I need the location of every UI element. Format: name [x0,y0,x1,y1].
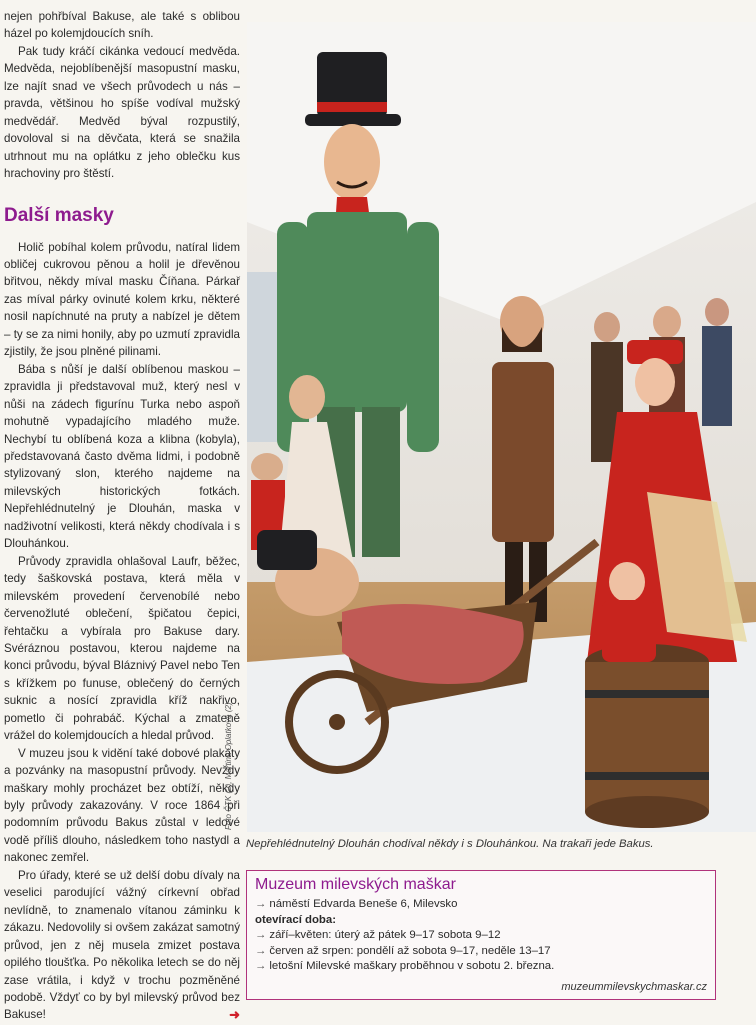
hours-text: červen až srpen: pondělí až sobota 9–17, neděle 13–17 [269,944,551,957]
article-paragraph [4,867,240,1024]
article-paragraph: Holič pobíhal kolem průvodu, natíral lidem obličej cukrovou pěnou a holil je dřevěnou břitvou, někdy míval masku Číňana. Párkař zas míval párky ovinuté kolem krku, některé nosil napíchnuté na pruty a nabízel je dětem – ty se za nimi honily, aby po uzmutí zpravidla zjistily, že jsou plněné pilinami. [4,240,240,359]
arrow-icon: → [255,929,267,942]
article-paragraph: nejen pohřbíval Bakuse, ale také s oblibou házel po kolemjdoucích sníh. [4,10,240,41]
article-paragraph-text: Pro úřady, které se už delší dobu dívaly na veselici parodující vážný církevní obřad nevlídně, to znamenalo vítanou záminku k zákazu. Nedovolily si ovšem zakázat samotný průvod, jen z něj musela zmizet postava opilého tloušťka. Po několika letech se do něj zase vrátila, i když v trochu pozměněné podobě. Vždyť co by byl milevský průvod bez Bakuse! [4,868,240,1022]
article-paragraph: Bába s nůší je další oblíbenou maskou – zpravidla ji představoval muž, který nesl v nůši na zádech figurínu Turka nebo aspoň mohutně vypadajícího mladého muže. Nechybí tu oblíbená koza a klibna (kobyla), představovaná často dvěma lidmi, i podobně stylizovaný slon, kterého najdeme na milevských historických fotkách. Nepřehlédnutelný je Dlouhán, maska v nadživotní velikosti, která někdy chodívala i s Dlouhánkou. [4,362,240,551]
museum-info-box [246,870,716,1000]
museum-url: muzeummilevskychmaskar.cz [561,981,707,993]
hours-line [255,928,707,944]
event-text: letošní Milevské maškary proběhnou v sobotu 2. března. [269,960,555,973]
photo-caption: Nepřehlédnutelný Dlouhán chodíval někdy i s Dlouhánkou. Na trakaři jede Bakus. [246,838,654,850]
article-paragraph: Průvody zpravidla ohlašoval Laufr, běžec, tedy šaškovská postava, která měla v milevském provedení červenobílé nebo červenožluté oblečení, špičatou čepici, řehtačku a vybírala pro Bakuse dary. Svéráznou postavou, kterou najdeme na konci průvodu, býval Bláznivý Pavel nebo Ten s křížkem po funuse, oblečený do černých suknic a nosící zpravidla kříž nakřivo, pometlo či pohrabáč. Kýchal a zmateně vrážel do kolemjdoucích a hledal průvod. [4,554,240,743]
photo-credit: Foto ČTK (2), Martina Oplatková (2) [224,702,233,830]
arrow-icon: → [255,944,267,957]
event-line [255,959,707,975]
address-text: náměstí Edvarda Beneše 6, Milevsko [269,898,458,910]
exhibition-photo [247,22,756,832]
hours-text: září–květen: úterý až pátek 9–17 sobota 9–12 [269,929,501,942]
address-line [255,897,707,913]
hours-line [255,944,707,960]
museum-title: Muzeum milevských maškar [255,876,456,893]
hours-label: otevírací doba: [255,913,337,926]
article-paragraph: Pak tudy kráčí cikánka vedoucí medvěda. Medvěda, nejoblíbenější masopustní masku, lze najít snad ve všech průvodech u nás – pravda, většinou ho spíše vodíval mužský medvědář. Medvěd býval rozpustilý, dovoloval si na děvčata, která se snažila utrhnout mu na oplátku z jeho oblečku kus hrachoviny pro štěstí. [4,44,240,181]
arrow-icon: → [255,960,267,973]
arrow-icon: → [255,898,267,910]
article-paragraph: V muzeu jsou k vidění také dobové plakáty a pozvánky na masopustní průvody. Nevždy maškary mohly procházet bez obtíží, někdy byly průvody zakazovány. V roce 1864 při podomním průvodu Bakus zůstal v ledové vodě příliš dlouho, následkem toho nastydl a nakonec zemřel. [4,746,240,865]
article-column [4,8,240,1024]
section-heading: Další masky [4,204,114,226]
photo-illustration [247,22,756,832]
end-arrow-icon: ➜ [229,1007,240,1023]
